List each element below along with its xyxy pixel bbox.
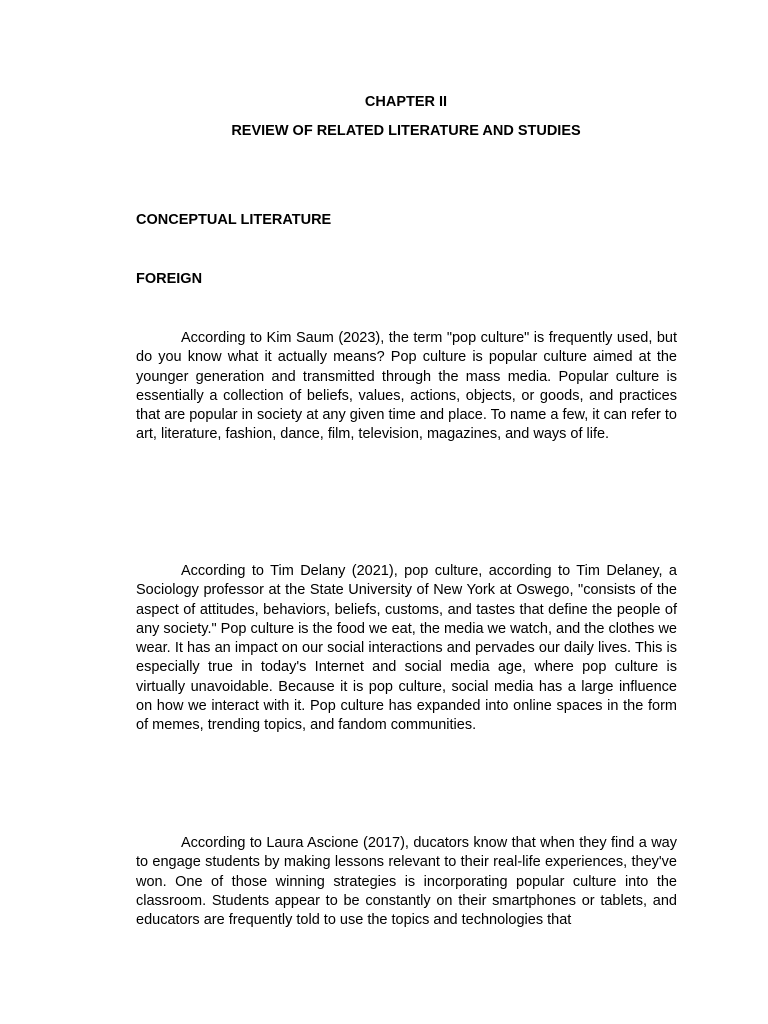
chapter-title: REVIEW OF RELATED LITERATURE AND STUDIES [231, 123, 581, 139]
paragraph-kim-saum: According to Kim Saum (2023), the term "pop culture" is frequently used, but do you know what it actually means? Pop culture is popular culture aimed at the younger generation and transmitted through the mass media. Popular culture is essentially a collection of beliefs, values, actions, objects, or goods, and practices that are popular in society at any given time and place. To name a few, it can refer to art, literature, fashion, dance, film, television, magazines, and ways of life. [136, 330, 677, 443]
section-heading-conceptual: CONCEPTUAL LITERATURE [136, 212, 332, 228]
paragraph-tim-delany: According to Tim Delany (2021), pop culture, according to Tim Delaney, a Sociology professor at the State University of New York at Oswego, "consists of the aspect of attitudes, behaviors, beliefs, customs, and tastes that define the people of any society." Pop culture is the food we eat, the media we watch, and the clothes we wear. It has an impact on our social interactions and pervades our daily lives. This is especially true in today's Internet and social media age, where pop culture is virtually unavoidable. Because it is pop culture, social media has a large influence on how we interact with it. Pop culture has expanded into online spaces in the form of memes, trending topics, and fandom communities. [136, 563, 677, 734]
paragraph-laura-ascione: According to Laura Ascione (2017), ducators know that when they find a way to engage students by making lessons relevant to their real-life experiences, they've won. One of those winning strategies is incorporating popular culture into the classroom. Students appear to be constantly on their smartphones or tablets, and educators are frequently told to use the topics and technologies that [136, 835, 677, 929]
chapter-number: CHAPTER II [364, 94, 448, 110]
subsection-heading-foreign: FOREIGN [136, 271, 203, 287]
